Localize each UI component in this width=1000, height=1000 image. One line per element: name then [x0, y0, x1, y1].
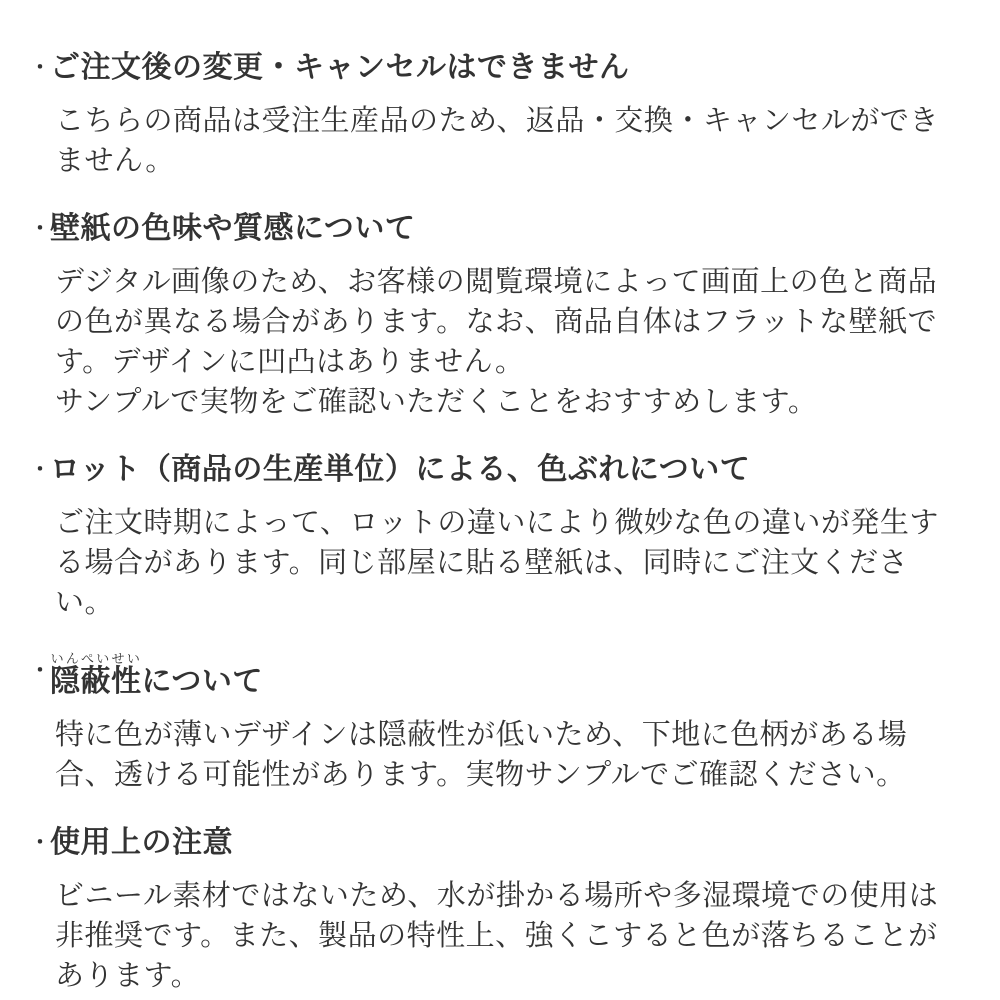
- section-heading-row: [30, 823, 966, 863]
- section-body: [55, 876, 966, 996]
- section-body: [55, 715, 966, 795]
- section-paragraph: デジタル画像のため、お客様の閲覧環境によって画面上の色と商品の色が異なる場合があります。なお、商品自体はフラットな壁紙です。デザインに凹凸はありません。: [55, 266, 938, 378]
- section-order-cancellation: [30, 48, 966, 181]
- section-body: [55, 262, 966, 422]
- bullet-marker: ・: [30, 459, 50, 481]
- section-paragraph: 特に色が薄いデザインは隠蔽性が低いため、下地に色柄がある場合、透ける可能性があります。実物サンプルでご確認ください。: [55, 719, 908, 791]
- bullet-marker: ・: [30, 832, 50, 854]
- heading-rest-text: について: [141, 665, 263, 698]
- section-heading-row: [30, 209, 966, 249]
- section-heading: [50, 651, 966, 702]
- section-heading: ご注文後の変更・キャンセルはできません: [50, 51, 630, 84]
- section-heading-row: [30, 651, 966, 702]
- section-heading-row: [30, 450, 966, 490]
- bullet-marker: ・: [30, 57, 50, 79]
- section-heading-row: [30, 48, 966, 88]
- section-paragraph: ご注文時期によって、ロットの違いにより微妙な色の違いが発生する場合があります。同じ部屋に貼る壁紙は、同時にご注文ください。: [55, 507, 939, 619]
- bullet-marker: ・: [30, 218, 50, 240]
- section-usage-caution: [30, 823, 966, 996]
- section-heading: 壁紙の色味や質感について: [50, 212, 416, 245]
- section-opacity: [30, 651, 966, 795]
- section-paragraph: ビニール素材ではないため、水が掛かる場所や多湿環境での使用は非推奨です。また、製品の特性上、強くこすると色が落ちることがあります。: [55, 880, 939, 992]
- section-lot-variation: [30, 450, 966, 623]
- section-heading: 使用上の注意: [50, 826, 233, 859]
- section-color-texture: [30, 209, 966, 422]
- section-paragraph: サンプルで実物をご確認いただくことをおすすめします。: [55, 386, 818, 418]
- section-heading: ロット（商品の生産単位）による、色ぶれについて: [50, 453, 751, 486]
- section-paragraph: こちらの商品は受注生産品のため、返品・交換・キャンセルができません。: [55, 105, 939, 177]
- bullet-marker: ・: [30, 660, 50, 682]
- section-body: [55, 503, 966, 623]
- ruby-base-text: 隠蔽性: [50, 665, 142, 698]
- ruby-reading-text: いんぺいせい: [50, 651, 142, 666]
- furigana-ruby: [50, 651, 142, 698]
- section-body: [55, 101, 966, 181]
